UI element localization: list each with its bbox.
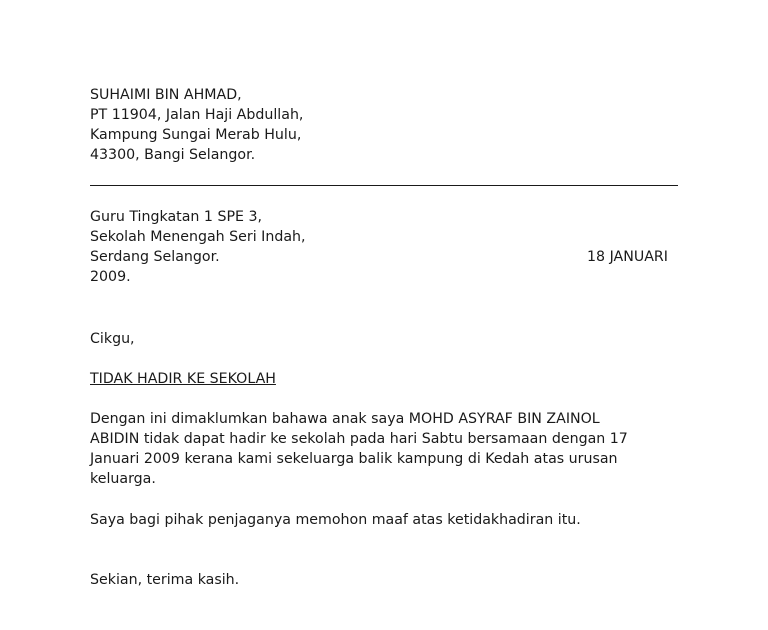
recipient-address-line: Sekolah Menengah Seri Indah, xyxy=(90,229,306,245)
body-line: keluarga. xyxy=(90,471,156,487)
letter-subject: TIDAK HADIR KE SEKOLAH xyxy=(90,371,276,387)
recipient-address-line: Serdang Selangor. xyxy=(90,249,220,265)
divider-line xyxy=(90,185,678,186)
body-paragraph: Saya bagi pihak penjaganya memohon maaf atas ketidakhadiran itu. xyxy=(90,512,581,528)
salutation: Cikgu, xyxy=(90,331,135,347)
sender-address-line: Kampung Sungai Merab Hulu, xyxy=(90,127,302,143)
body-line: Dengan ini dimaklumkan bahawa anak saya MOHD ASYRAF BIN ZAINOL xyxy=(90,411,600,427)
body-line: Januari 2009 kerana kami sekeluarga balik kampung di Kedah atas urusan xyxy=(90,451,618,467)
sender-address-line: 43300, Bangi Selangor. xyxy=(90,147,256,163)
closing: Sekian, terima kasih. xyxy=(90,572,240,588)
sender-name: SUHAIMI BIN AHMAD, xyxy=(90,87,242,103)
letter-date: 18 JANUARI xyxy=(587,249,668,265)
recipient-title: Guru Tingkatan 1 SPE 3, xyxy=(90,209,263,225)
body-line: ABIDIN tidak dapat hadir ke sekolah pada hari Sabtu bersamaan dengan 17 xyxy=(90,431,628,447)
letter-date-year: 2009. xyxy=(90,269,131,285)
sender-address-line: PT 11904, Jalan Haji Abdullah, xyxy=(90,107,304,123)
